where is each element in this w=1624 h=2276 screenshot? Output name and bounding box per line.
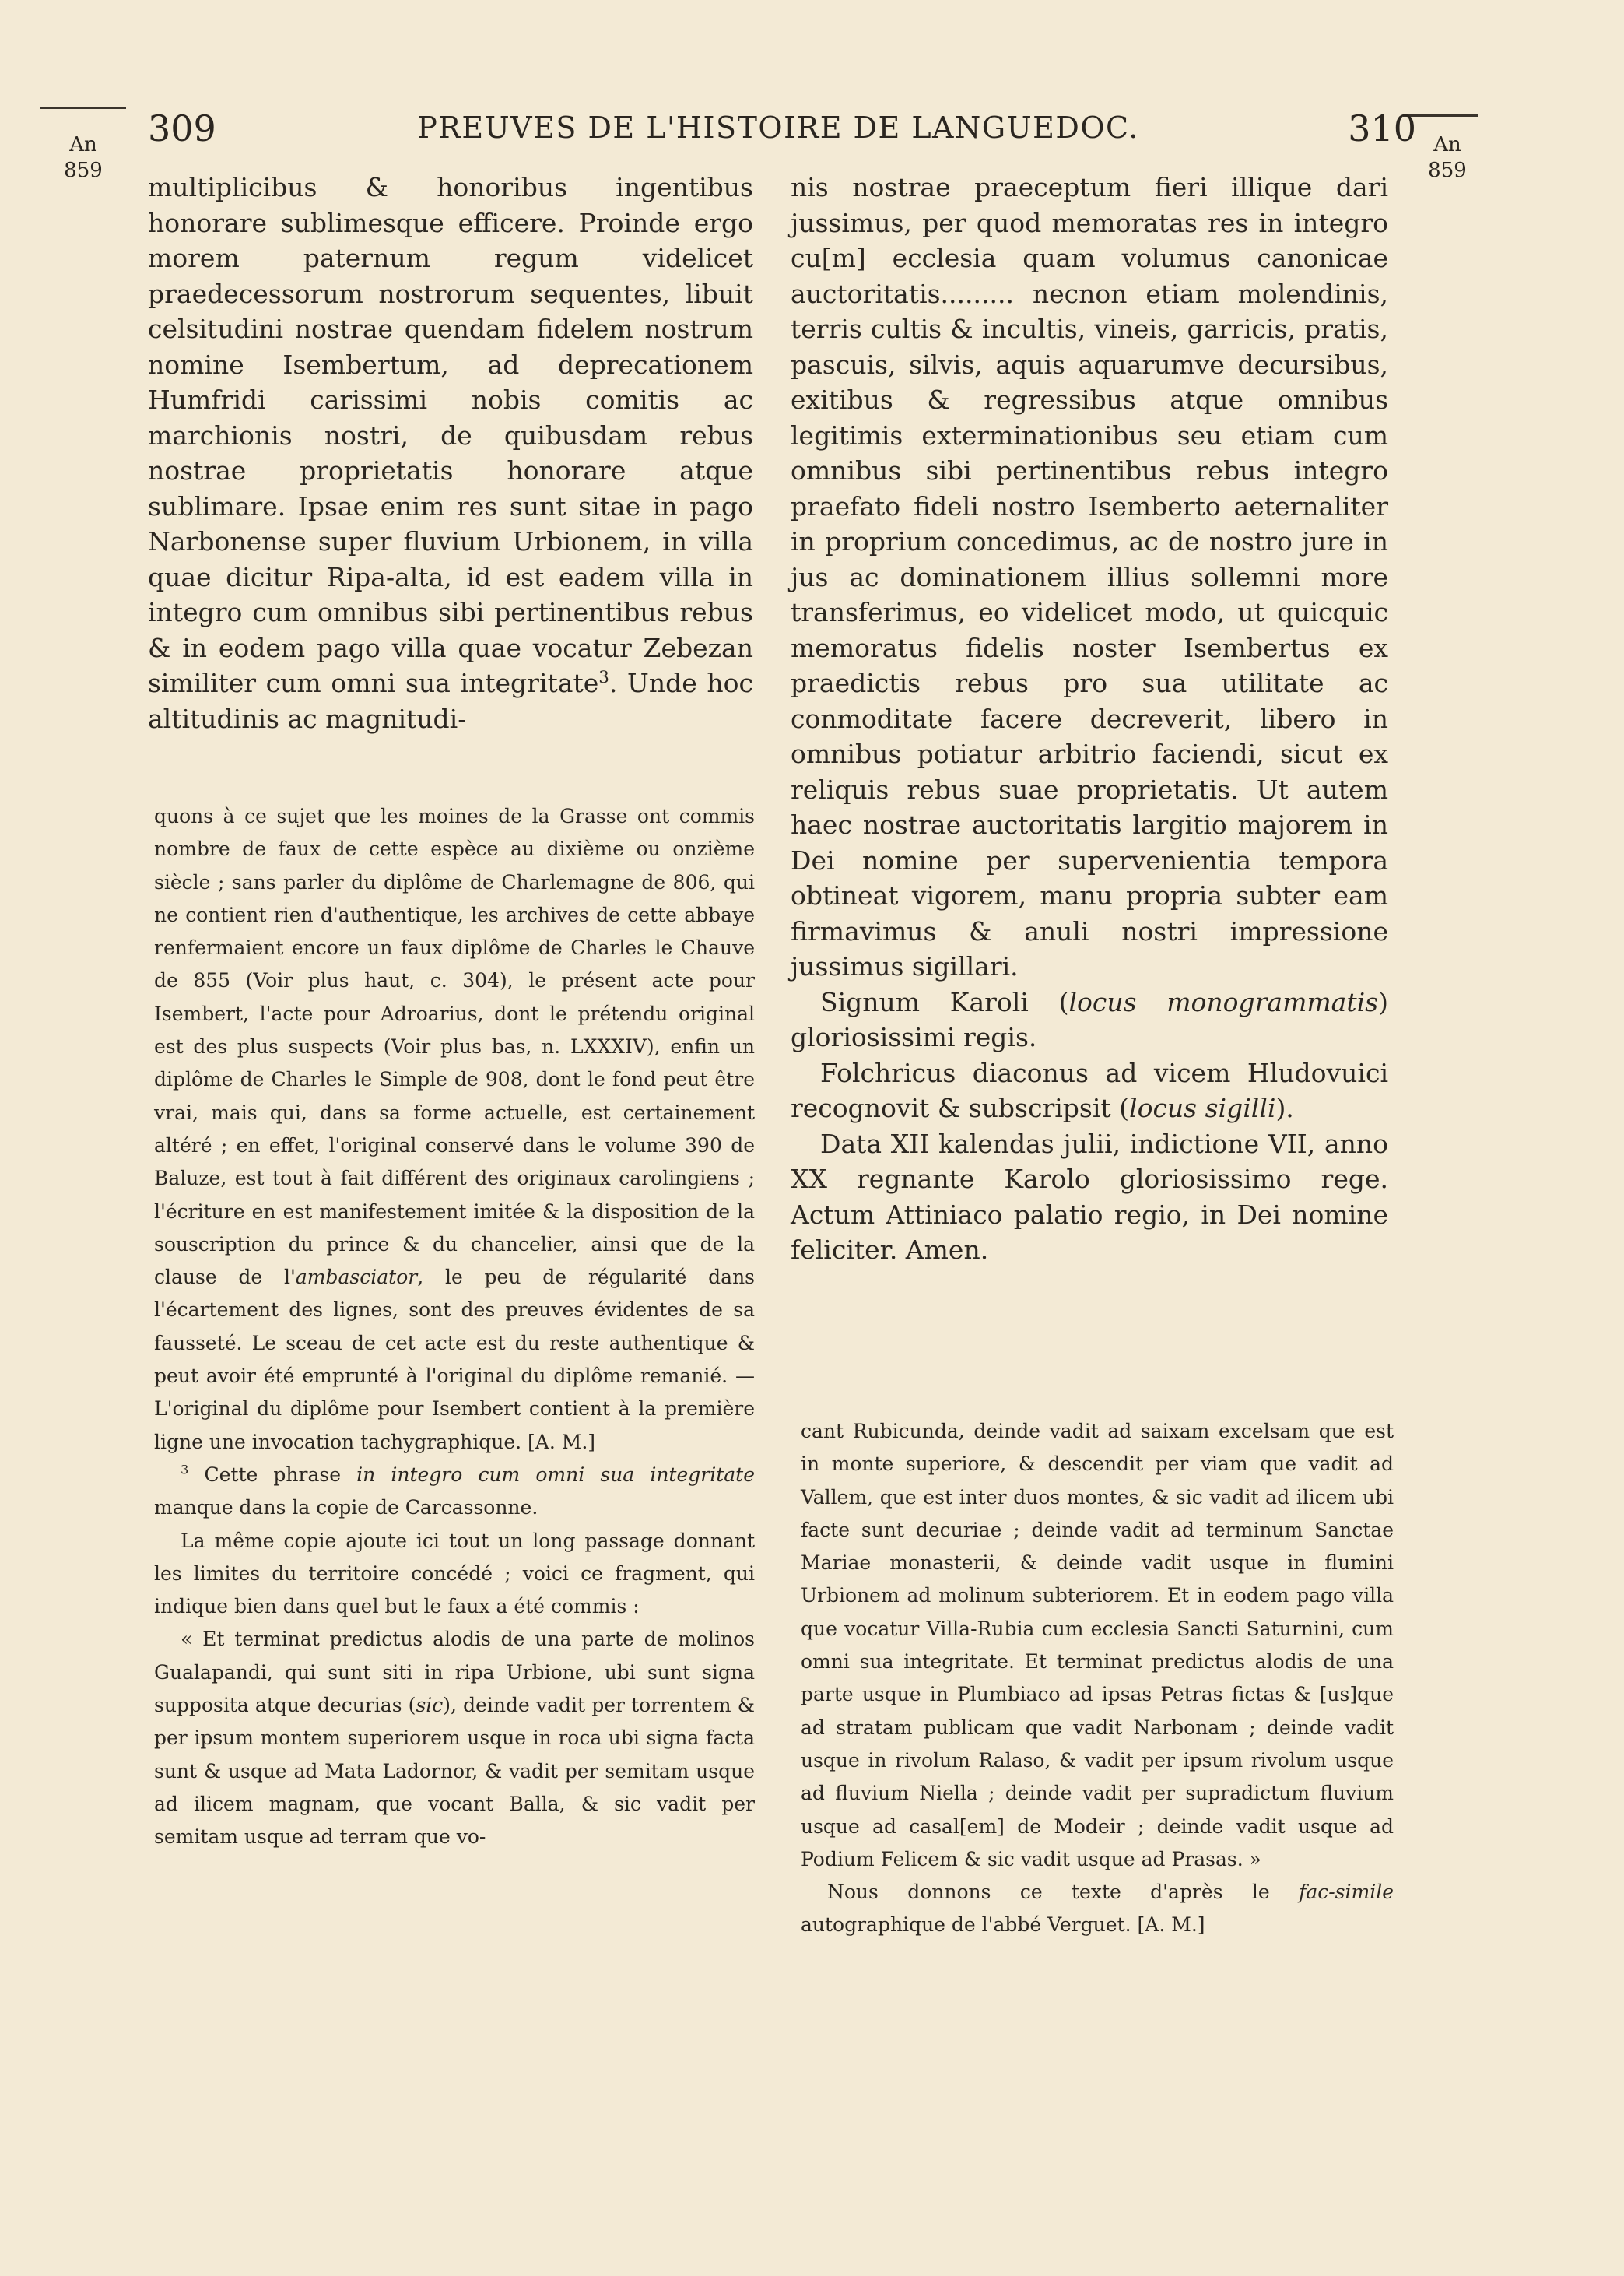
right-charter-paragraph: nis nostrae praeceptum fieri illique dari jussimus, per quod memoratas res in integro cu[m] ecclesia quam volumus canonicae auctoritatis......... necnon etiam molendinis, terris cultis & incultis, vineis, garricis, pratis, pascuis, silvis, aquis aquarumve decursibus, exitibus & regressibus atque omnibus legitimis exterminationibus seu etiam cum omnibus sibi pertinentibus rebus integro praefato fideli nostro Isemberto aeternaliter in proprium concedimus, ac de nostro jure in jus ac dominationem illius sollemni more transferimus, eo videlicet modo, ut quicquic memoratus fidelis noster Isembertus ex praedictis rebus pro sua utilitate ac conmoditate facere decreverit, libero in omnibus potiatur arbitrio faciendi, sicut ex reliquis rebus suae proprietatis. Ut autem haec nostrae auctoritatis largitio majorem in Dei nomine per supervenientia tempora obtineat vigorem, manu propria subter eam firmavimus & anuli nostri impressione jussimus sigillari.	[791, 172, 1388, 982]
quoted-fragment-start: « Et terminat predictus alodis de una parte de molinos Gualapandi, qui sunt siti in ripa Urbione, ubi sunt signa supposita atque decurias (sic), deinde vadit per torrentem & per ipsum montem superiorem usque in roca ubi signa facta sunt & usque ad Mata Ladornor, & vadit per semitam usque ad ilicem magnam, que vocant Balla, & sic vadit per semitam usque ad terram que vo-	[154, 1628, 755, 1849]
signum-line: Signum Karoli (locus monogrammatis) gloriosissimi regis.	[791, 986, 1388, 1052]
running-header	[140, 107, 1416, 154]
left-margin-year	[48, 132, 118, 183]
page-number-right: 310	[1348, 107, 1416, 149]
footnote-continuation: quons à ce sujet que les moines de la Grasse ont commis nombre de faux de cette espèce au dixième ou onzième siècle ; sans parler du diplôme de Charlemagne de 806, qui ne contient rien d'authentique, les archives de cette abbaye renfermaient encore un faux diplôme de Charles le Chauve de 855 (Voir plus haut, c. 304), le présent acte pour Isembert, l'acte pour Adroarius, dont le prétendu original est des plus suspects (Voir plus bas, n. LXXXIV), enfin un diplôme de Charles le Simple de 908, dont le fond peut être vrai, mais qui, dans sa forme actuelle, est certainement altéré ; en effet, l'original conservé dans le volume 390 de Baluze, est tout à fait différent des originaux carolingiens ; l'écriture en est manifestement imitée & la disposition de la souscription du prince & du chancelier, ainsi que de la clause de l'ambasciator, le peu de régularité dans l'écartement des lignes, sont des preuves évidentes de sa fausseté. Le sceau de cet acte est du reste authentique & peut avoir été emprunté à l'original du diplôme remanié. — L'original du diplôme pour Isembert contient à la première ligne une invocation tachygraphique. [A. M.]	[154, 805, 756, 1453]
right-margin-label: An	[1433, 133, 1461, 156]
right-charter-text	[791, 170, 1388, 1268]
folchricus-line: Folchricus diaconus ad vicem Hludovuici recognovit & subscripsit (locus sigilli).	[791, 1057, 1388, 1123]
left-margin-year-value: 859	[64, 158, 103, 182]
quoted-fragment-continuation: cant Rubicunda, deinde vadit ad saixam excelsam que est in monte superiore, & descendit per viam que vadit ad Vallem, que est inter duos montes, & sic vadit ad ilicem ubi facte sunt decuriae ; deinde vadit ad terminum Sanctae Mariae monasterii, & deinde vadit usque in flumini Urbionem ad molinum subteriorem. Et in eodem pago villa que vocatur Villa-Rubia cum ecclesia Sancti Saturnini, cum omni sua integritate. Et terminat predictus alodis de una parte usque in Plumbiaco ad ipsas Petras fictas & [us]que ad stratam publicam que vadit Narbonam ; deinde vadit usque in rivolum Ralaso, & vadit per ipsum rivolum usque ad fluvium Niella ; deinde vadit per supradictum fluvium usque ad casal[em] de Modeir ; deinde vadit usque ad Podium Felicem & sic vadit usque ad Prasas. »	[801, 1420, 1394, 1870]
footnote-mark: 3	[598, 668, 609, 687]
right-margin-year	[1412, 132, 1482, 183]
right-margin-year-value: 859	[1428, 158, 1467, 182]
source-note: Nous donnons ce texte d'après le fac-simile autographique de l'abbé Verguet. [A. M.]	[801, 1881, 1394, 1937]
left-charter-paragraph: multiplicibus & honoribus ingentibus honorare sublimesque efficere. Proinde ergo morem paternum regum videlicet praedecessorum nostrorum sequentes, libuit celsitudini nostrae quendam fidelem nostrum nomine Isembertum, ad deprecationem Humfridi carissimi nobis comitis ac marchionis nostri, de quibusdam rebus nostrae proprietatis honorare atque sublimare. Ipsae enim res sunt sitae in pago Narbonense super fluvium Urbionem, in villa quae dicitur Ripa-alta, id est eadem villa in integro cum omnibus sibi pertinentibus rebus & in eodem pago villa quae vocatur Zebezan similiter cum omni sua integritate$^3$. Unde hoc altitudinis ac magnitudi-	[148, 172, 753, 734]
left-charter-text	[148, 170, 753, 736]
footnote-3-passage-intro: La même copie ajoute ici tout un long passage donnant les limites du territoire concédé ; voici ce fragment, qui indique bien dans quel but le faux a été commis :	[154, 1529, 755, 1618]
left-margin-rule	[40, 107, 126, 109]
running-title: PREUVES DE L'HISTOIRE DE LANGUEDOC.	[417, 111, 1139, 145]
dating-clause: Data XII kalendas julii, indictione VII, anno XX regnante Karolo gloriosissimo rege. Actum Attiniaco palatio regio, in Dei nomine feliciter. Amen.	[791, 1128, 1388, 1265]
footnote-3: $^3$ Cette phrase in integro cum omni sua integritate manque dans la copie de Carcassonne.	[154, 1462, 756, 1519]
left-margin-label: An	[69, 133, 97, 156]
right-footnotes	[801, 1415, 1394, 1942]
left-footnotes	[154, 800, 755, 1854]
page-number-left: 309	[148, 107, 216, 149]
